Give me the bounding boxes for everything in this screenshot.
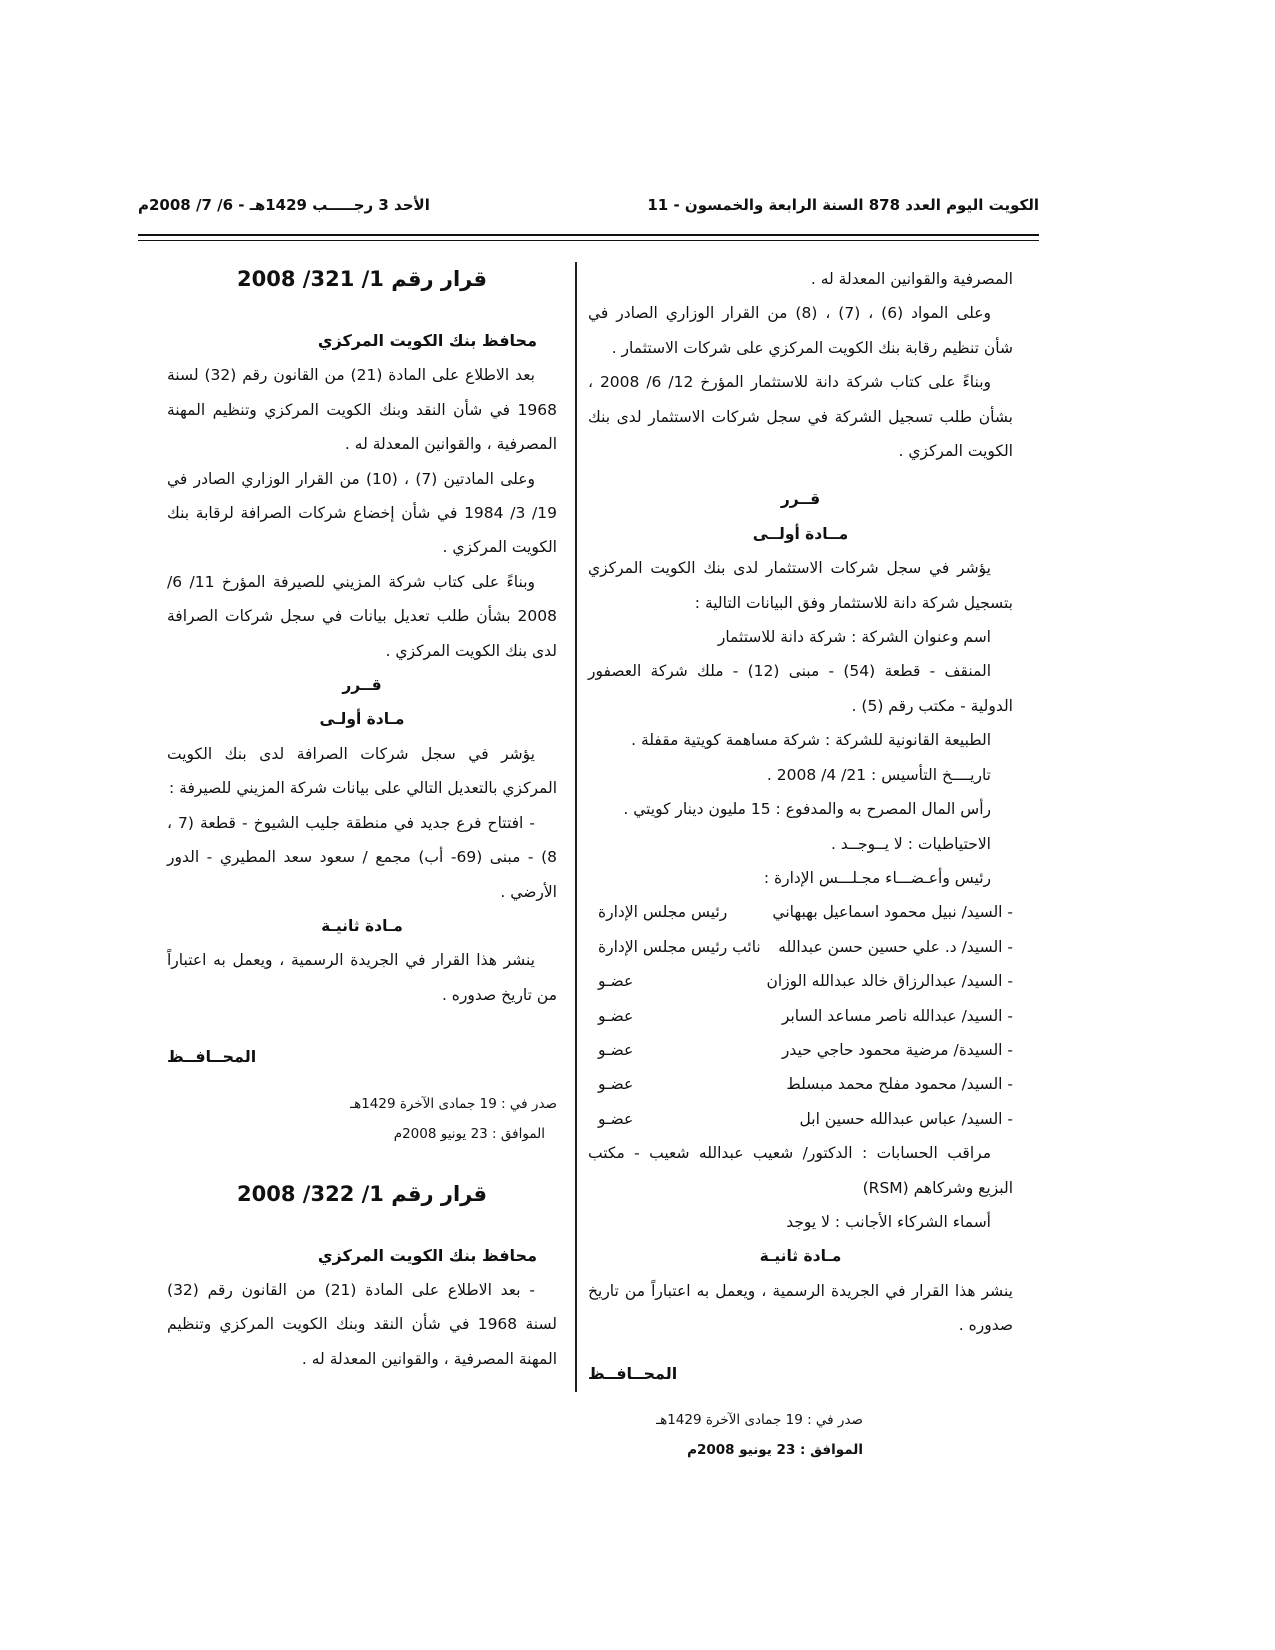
legal-form: الطبيعة القانونية للشركة : شركة مساهمة كويتية مقفلة .	[631, 731, 991, 750]
header-issue-info: الكويت اليوم العدد 878 السنة الرابعة والخمسون - 11	[647, 196, 1039, 214]
paragraph: وبناءً على كتاب شركة دانة للاستثمار المؤرخ 12/ 6/ 2008 ، بشأن طلب تسجيل الشركة في سجل شركات الاستثمار لدى بنك الكويت المركزي .	[588, 373, 1013, 461]
board-member: - السيد/ عبدالله ناصر مساعد السابر عضـو	[598, 1006, 1013, 1025]
founding-date: تاريــــخ التأسيس : 21/ 4/ 2008 .	[766, 765, 991, 784]
reserves: الاحتياطيات : لا يــوجــد .	[830, 834, 991, 853]
column-divider	[575, 262, 577, 1392]
board-heading: رئيس وأعـضـــاء مجـلـــس الإدارة :	[763, 868, 991, 887]
issued-date: صدر في : 19 جمادى الآخرة 1429هـ	[350, 1095, 557, 1112]
header-rule	[138, 234, 1039, 236]
governor-signature: المحــافــظ	[167, 1047, 257, 1067]
auditor: مراقب الحسابات : الدكتور/ شعيب عبدالله شعيب - مكتب البزيع وشركاهم (RSM)	[588, 1144, 1013, 1197]
header-date: الأحد 3 رجـــــب 1429هـ - 6/ 7/ 2008م	[138, 196, 430, 214]
decision-322-title: قرار رقم 1/ 322/ 2008	[237, 1181, 487, 1206]
decision-321-title: قرار رقم 1/ 321/ 2008	[237, 267, 487, 291]
page-header	[138, 196, 1039, 236]
governor-signature: المحــافــظ	[588, 1363, 678, 1383]
corresponding-date: الموافق : 23 يونيو 2008م	[687, 1442, 863, 1458]
paragraph: - بعد الاطلاع على المادة (21) من القانون رقم (32) لسنة 1968 في شأن النقد وبنك الكويت المركزي وتنظيم المهنة المصرفية ، والقوانين المعدلة له .	[167, 1280, 557, 1368]
decision-322-issuer: محافظ بنك الكويت المركزي	[317, 1245, 537, 1265]
article-two-heading: مـادة ثانيـة	[759, 1247, 842, 1266]
article-two-text: ينشر هذا القرار في الجريدة الرسمية ، ويعمل به اعتباراً من تاريخ صدوره .	[588, 1281, 1013, 1335]
article-one-heading: مـادة أولـى	[319, 710, 405, 729]
text-line: المصرفية والقوانين المعدلة له .	[810, 270, 1013, 288]
article-two-text: ينشر هذا القرار في الجريدة الرسمية ، ويعمل به اعتباراً من تاريخ صدوره .	[167, 951, 557, 1004]
article-two-heading: مـادة ثانيـة	[321, 916, 403, 935]
decided-heading: قــرر	[780, 490, 821, 509]
corresponding-date: الموافق : 23 يونيو 2008م	[393, 1125, 545, 1142]
company-address: المنقف - قطعة (54) - مبنى (12) - ملك شركة العصفور الدولية - مكتب رقم (5) .	[588, 662, 1013, 715]
article-one-text: يؤشر في سجل شركات الاستثمار لدى بنك الكويت المركزي بتسجيل شركة دانة للاستثمار وفق البيانات التالية :	[588, 559, 1013, 612]
header-rule-thin	[138, 240, 1039, 241]
decision-321-issuer: محافظ بنك الكويت المركزي	[317, 331, 537, 350]
paragraph: وعلى المواد (6) ، (7) ، (8) من القرار الوزاري الصادر في شأن تنظيم رقابة بنك الكويت المركزي على شركات الاستثمار .	[588, 304, 1013, 357]
article-one-heading: مــادة أولــى	[752, 524, 849, 543]
issued-date: صدر في : 19 جمادى الآخرة 1429هـ	[656, 1412, 863, 1428]
decided-heading: قــرر	[342, 676, 382, 695]
board-member: - السيد/ محمود مفلح محمد مبسلط عضـو	[598, 1075, 1013, 1094]
paragraph: وبناءً على كتاب شركة المزيني للصيرفة المؤرخ 11/ 6/ 2008 بشأن طلب تعديل بيانات في سجل شركات الصرافة لدى بنك الكويت المركزي .	[167, 572, 557, 660]
board-member: - السيد/ نبيل محمود اسماعيل بهبهاني رئيس مجلس الإدارة	[598, 903, 1013, 922]
board-member: - السيد/ د. علي حسين حسن عبدالله نائب رئيس مجلس الإدارة	[598, 937, 1013, 956]
board-member: - السيد/ عباس عبدالله حسين ابل عضـو	[598, 1109, 1013, 1128]
board-member: - السيد/ عبدالرزاق خالد عبدالله الوزان عضـو	[598, 972, 1013, 991]
foreign-partners: أسماء الشركاء الأجانب : لا يوجد	[786, 1212, 991, 1231]
company-name: اسم وعنوان الشركة : شركة دانة للاستثمار	[717, 628, 991, 647]
left-column	[167, 262, 557, 1376]
paragraph: بعد الاطلاع على المادة (21) من القانون رقم (32) لسنة 1968 في شأن النقد وبنك الكويت المركزي وتنظيم المهنة المصرفية ، والقوانين المعدلة له .	[167, 366, 557, 454]
article-one-text: يؤشر في سجل شركات الصرافة لدى بنك الكويت المركزي بالتعديل التالي على بيانات شركة المزيني للصيرفة :	[167, 744, 557, 798]
capital: رأس المال المصرح به والمدفوع : 15 مليون دينار كويتي .	[623, 800, 991, 819]
branch-text: - افتتاح فرع جديد في منطقة جليب الشيوخ - قطعة (7 ، 8) - مبنى (69- أب) مجمع / سعود سعد المطيري - الدور الأرضي .	[167, 813, 557, 901]
right-column	[588, 262, 1013, 1465]
paragraph: وعلى المادتين (7) ، (10) من القرار الوزاري الصادر في 19/ 3/ 1984 في شأن إخضاع شركات الصرافة لرقابة بنك الكويت المركزي .	[167, 469, 557, 557]
board-member: - السيدة/ مرضية محمود حاجي حيدر عضـو	[598, 1040, 1013, 1059]
